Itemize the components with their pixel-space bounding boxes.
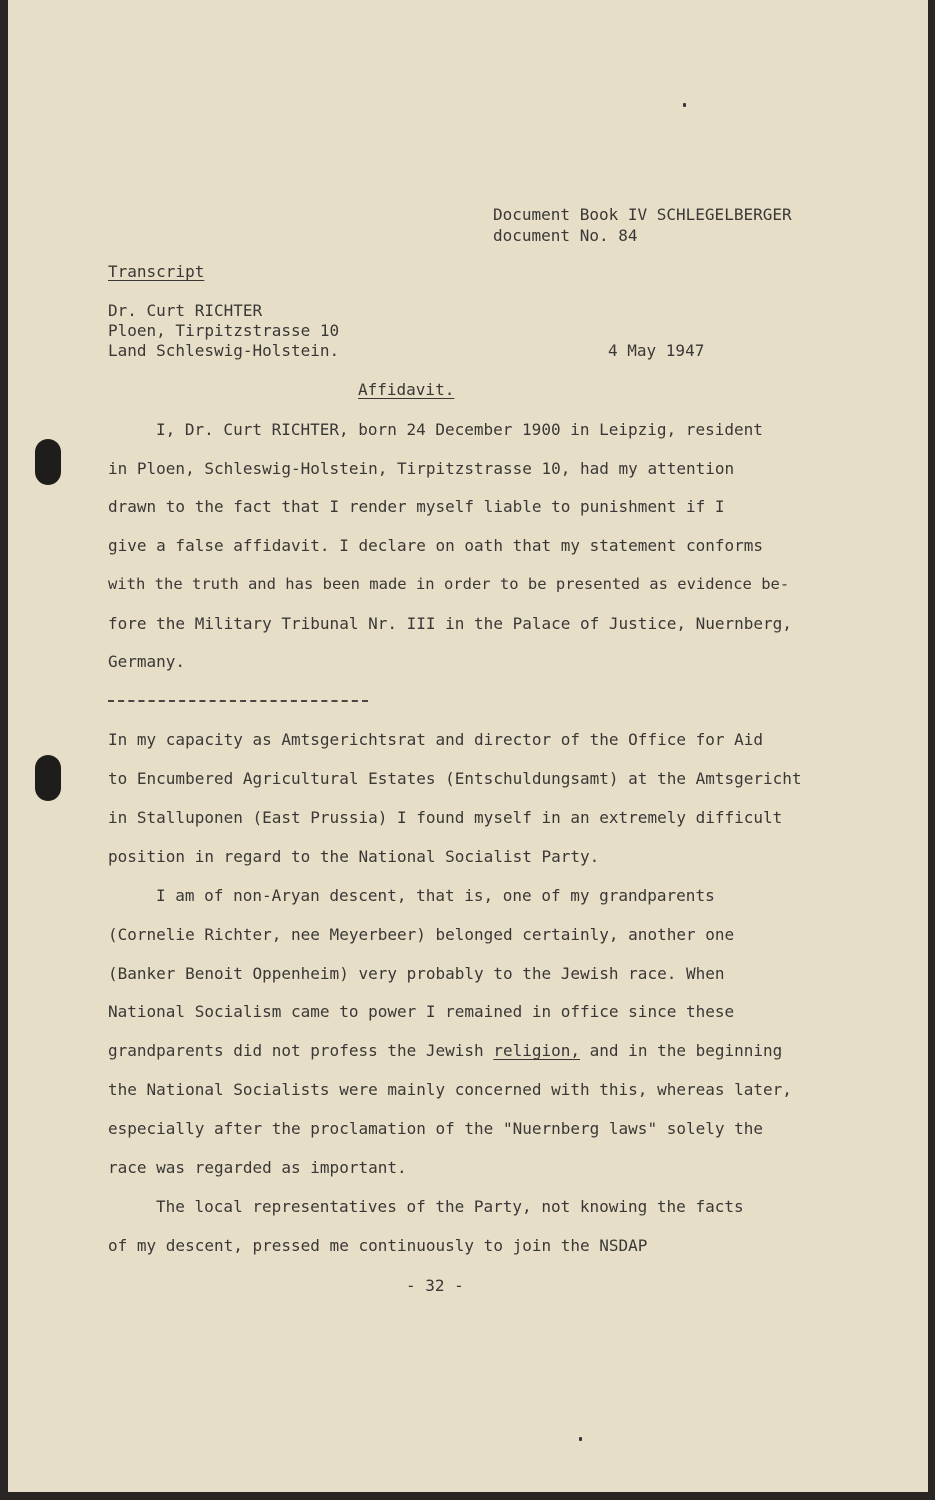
document-title: Affidavit. [358,380,455,399]
paragraph3-line: the National Socialists were mainly concerned with this, whereas later, [108,1080,792,1099]
underlined-word: religion, [493,1041,581,1060]
paragraph3-line: (Cornelie Richter, nee Meyerbeer) belonged certainly, another one [108,925,735,944]
paragraph1-line: I, Dr. Curt RICHTER, born 24 December 1900 in Leipzig, resident [156,420,763,439]
paragraph2-line: In my capacity as Amtsgerichtsrat and director of the Office for Aid [108,730,764,749]
doc-number: document No. 84 [493,226,638,245]
page-number: - 32 - [406,1276,464,1295]
address-street: Ploen, Tirpitzstrasse 10 [108,321,340,340]
paragraph3-line: I am of non-Aryan descent, that is, one of my grandparents [156,886,715,905]
paragraph3-line: (Banker Benoit Oppenheim) very probably to the Jewish race. When [108,964,725,983]
transcript-label: Transcript [108,262,205,281]
paragraph1-line: give a false affidavit. I declare on oath that my statement conforms [108,536,764,555]
doc-book-ref: Document Book IV SCHLEGELBERGER [493,205,792,224]
punch-hole [35,439,61,485]
separator-line [108,700,368,702]
text-segment: and in the beginning [580,1041,783,1060]
paragraph3-line: especially after the proclamation of the "Nuernberg laws" solely the [108,1119,764,1138]
paragraph2-line: in Stalluponen (East Prussia) I found myself in an extremely difficult [108,808,783,827]
speck-mark [579,1437,582,1441]
paragraph1-line: with the truth and has been made in order to be presented as evidence be- [108,575,790,593]
paragraph3-line: National Socialism came to power I remained in office since these [108,1002,735,1021]
paragraph2-line: position in regard to the National Socialist Party. [108,847,600,866]
paragraph2-line: to Encumbered Agricultural Estates (Entschuldungsamt) at the Amtsgericht [108,769,802,788]
document-date: 4 May 1947 [608,341,705,360]
document-page [8,0,928,1492]
paragraph4-line: of my descent, pressed me continuously to join the NSDAP [108,1236,648,1255]
paragraph1-line: Germany. [108,652,186,671]
address-region: Land Schleswig-Holstein. [108,341,340,360]
paragraph1-line: fore the Military Tribunal Nr. III in the Palace of Justice, Nuernberg, [108,614,792,633]
address-name: Dr. Curt RICHTER [108,301,263,320]
speck-mark [683,103,686,107]
paragraph1-line: drawn to the fact that I render myself liable to punishment if I [108,497,725,516]
paragraph3-line [108,1041,782,1060]
paragraph1-line: in Ploen, Schleswig-Holstein, Tirpitzstrasse 10, had my attention [108,459,735,478]
paragraph3-line: race was regarded as important. [108,1158,407,1177]
paragraph4-line: The local representatives of the Party, not knowing the facts [156,1197,744,1216]
punch-hole [35,755,61,801]
text-segment: grandparents did not profess the Jewish [108,1041,494,1060]
